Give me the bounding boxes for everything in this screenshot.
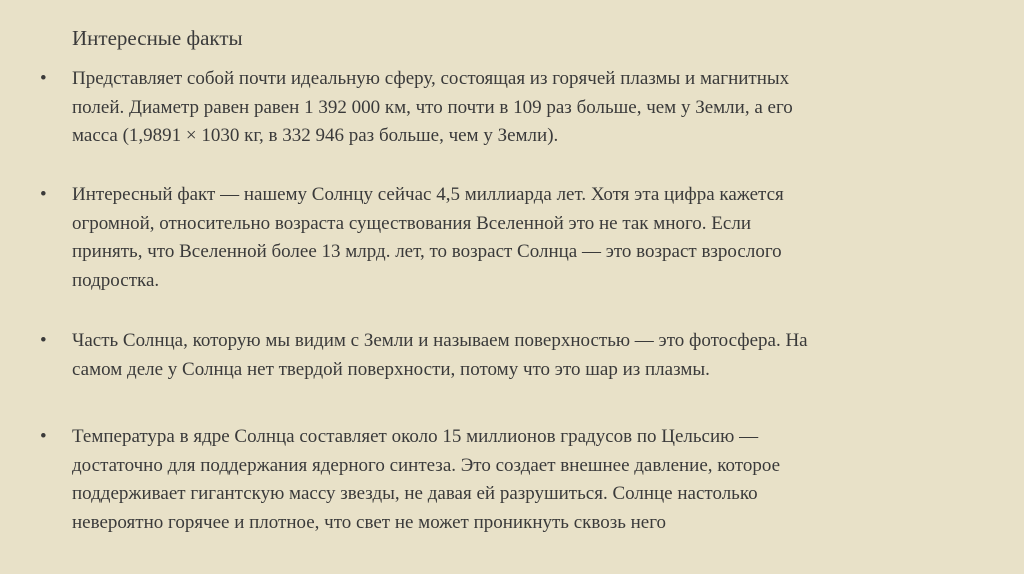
bullet-text-2 xyxy=(72,181,972,295)
text-line: Температура в ядре Солнца составляет около 15 миллионов градусов по Цельсию — xyxy=(72,426,759,447)
text-line: масса (1,9891 × 1030 кг, в 332 946 раз больше, чем у Земли). xyxy=(72,125,559,146)
bullet-text-3 xyxy=(72,327,972,384)
bullet-text-4 xyxy=(72,423,972,537)
text-line: принять, что Вселенной более 13 млрд. лет, то возраст Солнца — это возраст взрослого xyxy=(72,241,782,262)
slide-title: Интересные факты xyxy=(72,26,243,50)
text-line: достаточно для поддержания ядерного синтеза. Это создает внешнее давление, которое xyxy=(72,454,781,476)
bullet-text-1 xyxy=(72,65,972,151)
text-line: Интересный факт — нашему Солнцу сейчас 4,5 миллиарда лет. Хотя эта цифра кажется xyxy=(72,184,784,205)
bullet-marker: • xyxy=(40,330,47,351)
text-line: самом деле у Солнца нет твердой поверхности, потому что это шар из плазмы. xyxy=(72,358,710,380)
text-line: Представляет собой почти идеальную сферу, состоящая из горячей плазмы и магнитных xyxy=(72,68,790,89)
text-line: полей. Диаметр равен равен 1 392 000 км, что почти в 109 раз больше, чем у Земли, а его xyxy=(72,96,793,118)
bullet-marker: • xyxy=(40,184,47,205)
text-line: огромной, относительно возраста существования Вселенной это не так много. Если xyxy=(72,212,751,234)
text-line: поддерживает гигантскую массу звезды, не давая ей разрушиться. Солнце настолько xyxy=(72,483,758,504)
bullet-marker: • xyxy=(40,426,47,447)
text-line: невероятно горячее и плотное, что свет не может проникнуть сквозь него xyxy=(72,511,667,533)
text-line: Часть Солнца, которую мы видим с Земли и называем поверхностью — это фотосфера. На xyxy=(72,330,808,351)
bullet-marker: • xyxy=(40,68,47,89)
text-line: подростка. xyxy=(72,269,160,291)
